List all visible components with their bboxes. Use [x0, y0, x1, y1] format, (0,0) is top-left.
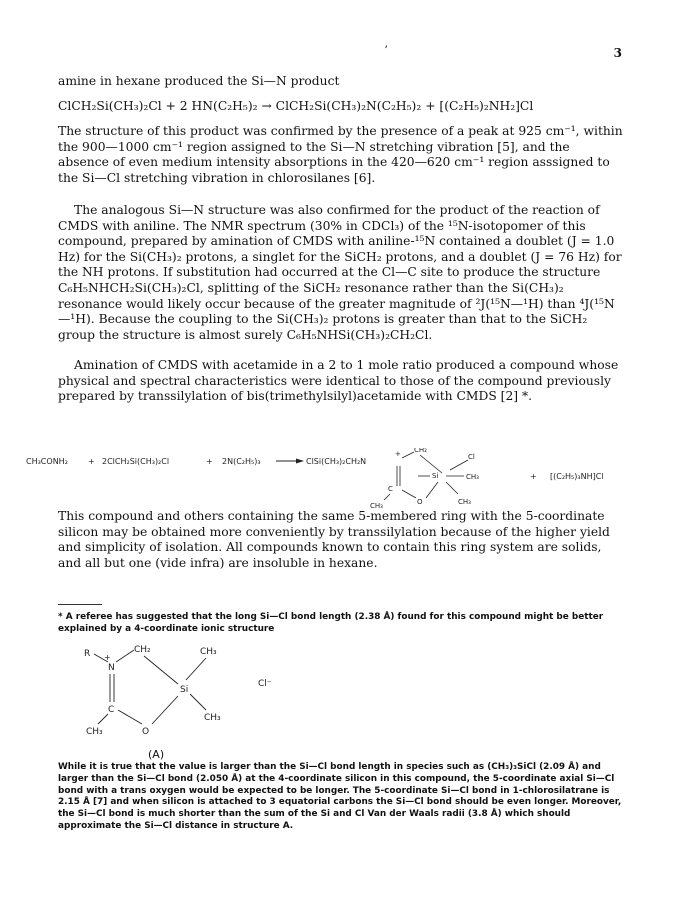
scheme-plus-3: + [530, 472, 537, 481]
footnote-1: * A referee has suggested that the long Si—Cl bond length (2.38 Å) found for this compound might be better explained by a 4-coordinate ionic structure [58, 612, 604, 634]
footnote-2: While it is true that the value is larger than the Si—Cl bond length in species such as (CH₃)₃SiCl (2.09 Å) and larger than the Si—Cl bond (2.050 Å) at the 4-coordinate silicon in this compound, the 5-coordinate axial Si—Cl bond with a trans oxygen would be expected to be longer. The 5-coordinate Si—Cl bond in 1-chlorosilatrane is 2.15 Å [7] and when silicon is attached to 3 equatorial carbons the Si—Cl bond should be even longer. Moreover, the Si—Cl bond is much shorter than the sum of the Si and Cl Van der Waals radii (3.8 Å) which should approximate the Si—Cl distance in structure A. [58, 762, 622, 831]
scheme-ch2: CH₂ [414, 448, 427, 454]
scheme-cl: Cl [468, 453, 475, 461]
scheme-reactant-2: 2ClCH₂Si(CH₃)₂Cl [102, 457, 170, 466]
stray-mark: ʼ [384, 44, 388, 57]
bond-si-ch3-bottom [190, 694, 206, 710]
struct-ch3-top: CH₃ [200, 647, 217, 657]
page-number: 3 [613, 46, 622, 60]
bond-ch2-si [144, 656, 178, 684]
scheme-bottom-ch3: CH₃ [458, 498, 471, 506]
paragraph-1-text: amine in hexane produced the Si—N product [58, 74, 340, 88]
bond-c-o [118, 710, 142, 724]
reaction-scheme [22, 448, 662, 508]
scheme-plus-2: + [206, 457, 213, 466]
bond-si-ch3-bottom [446, 482, 458, 494]
struct-cl-anion: Cl⁻ [258, 679, 272, 689]
scheme-reactant-1: CH₃CONH₂ [26, 457, 68, 466]
struct-c: C [108, 705, 115, 715]
struct-n: N [108, 663, 115, 673]
footnote-rule [58, 604, 102, 605]
bond-si-ch3-top [186, 658, 206, 680]
paragraph-2-text: The structure of this product was confirmed by the presence of a peak at 925 cm⁻¹, within the 900—1000 cm⁻¹ region assigned to the Si—N stretching vibration [5], and the absence of even medium intensity absorptions in the 420—620 cm⁻¹ region asssigned to the Si—Cl stretching vibration in chlorosilanes [6]. [58, 124, 623, 185]
scheme-product-2: [(C₂H₅)₃NH]Cl [550, 472, 604, 481]
scheme-si-ch3: CH₃ [466, 473, 479, 481]
bond-c-ch3 [384, 494, 390, 500]
paragraph-3 [58, 203, 624, 343]
bond-n-ch2 [116, 650, 134, 662]
scheme-c-ch3: CH₃ [370, 502, 383, 508]
struct-o: O [142, 727, 150, 737]
bond-n-ch2 [402, 452, 414, 458]
bond-o-si [152, 696, 178, 724]
struct-r: R [84, 649, 91, 659]
paragraph-2 [58, 124, 624, 186]
paragraph-4-text: Amination of CMDS with acetamide in a 2 to 1 mole ratio produced a compound whose physical and spectral characteristics were identical to those of the compound previously prepared by transsilylation of bis(trimethylsilyl)acetamide with CMDS [2] *. [58, 358, 619, 404]
scheme-si: Si [432, 472, 439, 480]
bond-ch2-si [420, 455, 442, 473]
paragraph-4 [58, 358, 624, 405]
bond-o-si [426, 482, 438, 498]
structure-a [82, 640, 312, 740]
scheme-reactant-3: 2N(C₂H₅)₃ [222, 457, 261, 466]
struct-ch3-bottom: CH₃ [204, 713, 221, 723]
bond-c-o [402, 490, 416, 498]
scheme-o: O [417, 498, 423, 506]
struct-plus: + [104, 653, 111, 662]
structure-a-label: (A) [148, 748, 165, 761]
struct-si: Si [180, 685, 189, 695]
paragraph-1 [58, 74, 624, 90]
struct-ch3-left: CH₃ [86, 727, 103, 737]
scheme-c: C [388, 485, 393, 493]
paragraph-5 [58, 509, 624, 571]
scheme-plus-charge: + [395, 450, 401, 458]
paragraph-5-text: This compound and others containing the same 5-membered ring with the 5-coordinate silicon may be obtained more conveniently by transsilylation because of the higher yield and simplicity of isolation. All compounds known to contain this ring system are solids, and all but one (vide infra) are insoluble in hexane. [58, 509, 610, 570]
reaction-arrowhead [296, 459, 304, 464]
struct-ch2: CH₂ [134, 645, 151, 655]
equation-1: ClCH₂Si(CH₃)₂Cl + 2 HN(C₂H₅)₂ → ClCH₂Si(CH₃)₂N(C₂H₅)₂ + [(C₂H₅)₂NH₂]Cl [58, 99, 534, 113]
scheme-product-1: ClSi(CH₃)₂CH₂N [306, 457, 367, 466]
bond-c-ch3 [98, 714, 108, 724]
bond-si-cl [450, 460, 468, 470]
scheme-plus-1: + [88, 457, 95, 466]
paragraph-3-text: The analogous Si—N structure was also confirmed for the product of the reaction of CMDS with aniline. The NMR spectrum (30% in CDCl₃) of the ¹⁵N-isotopomer of this compound, prepared by amination of CMDS with aniline-¹⁵N contained a doublet (J = 1.0 Hz) for the Si(CH₃)₂ protons, a singlet for the SiCH₂ protons, and a doublet (J = 76 Hz) for the NH protons. If substitution had occurred at the Cl—C site to produce the structure C₆H₅NHCH₂Si(CH₃)₂Cl, splitting of the SiCH₂ resonance rather than the Si(CH₃)₂ resonance would likely occur because of the greater magnitude of ²J(¹⁵N—¹H) than ⁴J(¹⁵N—¹H). Because the coupling to the Si(CH₃)₂ protons is greater than that to the SiCH₂ group the structure is almost surely C₆H₅NHSi(CH₃)₂CH₂Cl. [58, 203, 622, 342]
